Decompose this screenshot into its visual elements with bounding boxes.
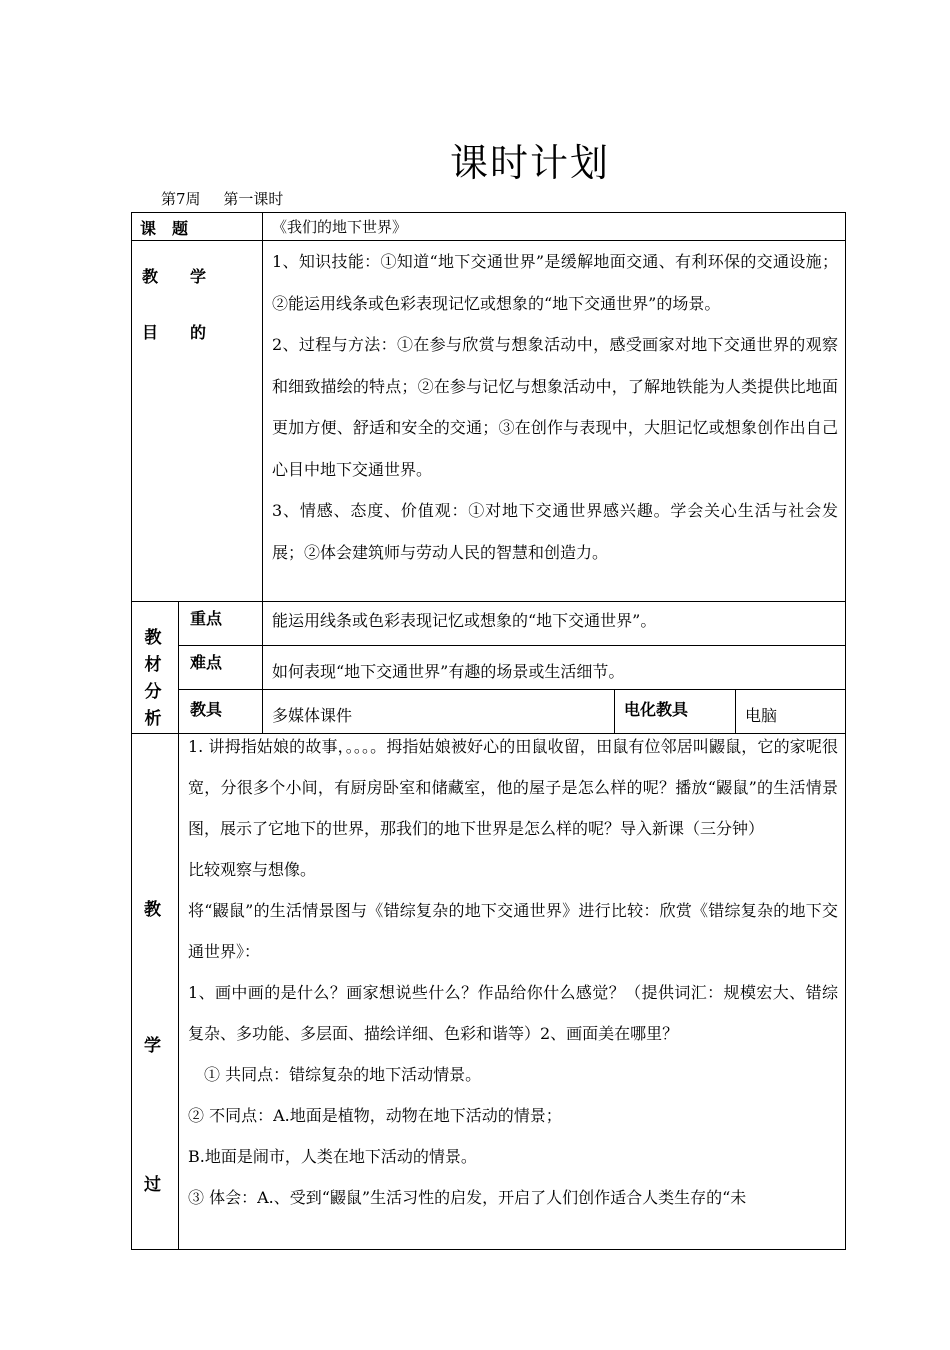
tools-label: 教具	[190, 700, 223, 719]
electronic-tools-label: 电化教具	[624, 700, 689, 719]
objective-knowledge: 1、知识技能：①知道“地下交通世界”是缓解地面交通、有利环保的交通设施；②能运用线条或色彩表现记忆或想象的“地下交通世界”的场景。	[272, 252, 838, 313]
process-label-char2: 学	[144, 1036, 161, 1056]
difficulty-label: 难点	[190, 653, 223, 672]
objectives-label-line1: 教 学	[142, 267, 207, 286]
process-content	[188, 726, 838, 1218]
process-paragraph: 比较观察与想像。	[188, 860, 317, 879]
objective-process: 2、过程与方法：①在参与欣赏与想象活动中，感受画家对地下交通世界的观察和细致描绘的特点；②在参与记忆与想象活动中，了解地铁能为人类提供比地面更加方便、舒适和安全的交通；③在创作与表现中，大胆记忆或想象创作出自己心目中地下交通世界。	[272, 335, 838, 479]
key-point-value: 能运用线条或色彩表现记忆或想象的“地下交通世界”。	[272, 611, 657, 630]
process-label-char3: 过	[144, 1175, 161, 1195]
process-label-char1: 教	[144, 900, 161, 920]
process-paragraph: 1、画中画的是什么？画家想说些什么？作品给你什么感觉？（提供词汇：规模宏大、错综复杂、多功能、多层面、描绘详细、色彩和谐等）2、画面美在哪里？	[188, 983, 838, 1043]
process-paragraph: ③ 体会：A.、受到“鼹鼠”生活习性的启发，开启了人们创作适合人类生存的“未	[188, 1188, 747, 1207]
objective-attitude: 3、情感、态度、价值观：①对地下交通世界感兴趣。学会关心生活与社会发展；②体会建筑师与劳动人民的智慧和创造力。	[272, 501, 838, 562]
objectives-content	[272, 241, 838, 573]
process-paragraph: ② 不同点：A.地面是植物，动物在地下活动的情景；	[188, 1106, 562, 1125]
lesson-info	[161, 188, 301, 209]
process-paragraph: ① 共同点：错综复杂的地下活动情景。	[188, 1065, 482, 1084]
tools-value: 多媒体课件	[272, 706, 353, 725]
topic-label: 课 题	[140, 219, 189, 238]
analysis-char: 析	[144, 709, 162, 729]
analysis-char: 分	[144, 682, 162, 702]
analysis-label	[140, 625, 166, 733]
analysis-char: 教	[144, 628, 162, 648]
process-paragraph: 将“鼹鼠”的生活情景图与《错综复杂的地下交通世界》进行比较：欣赏《错综复杂的地下交通世界》：	[188, 901, 838, 961]
topic-value: 《我们的地下世界》	[272, 218, 408, 236]
objectives-label-line2: 目 的	[142, 323, 207, 342]
lesson-label: 第一课时	[223, 190, 284, 208]
page-title: 课时计划	[449, 141, 610, 185]
electronic-tools-value: 电脑	[745, 706, 778, 725]
analysis-char: 材	[144, 655, 162, 675]
difficulty-value: 如何表现“地下交通世界”有趣的场景或生活细节。	[272, 662, 625, 681]
key-point-label: 重点	[190, 609, 223, 628]
week-label: 第7周	[161, 190, 201, 208]
process-paragraph: 1. 讲拇指姑娘的故事，。。。。拇指姑娘被好心的田鼠收留，田鼠有位邻居叫鼹鼠，它的家呢很宽，分很多个小间，有厨房卧室和储藏室，他的屋子是怎么样的呢？播放“鼹鼠”的生活情景图，展示了它地下的世界，那我们的地下世界是怎么样的呢？导入新课（三分钟）	[188, 737, 838, 838]
process-paragraph: B.地面是闹市，人类在地下活动的情景。	[188, 1147, 477, 1166]
